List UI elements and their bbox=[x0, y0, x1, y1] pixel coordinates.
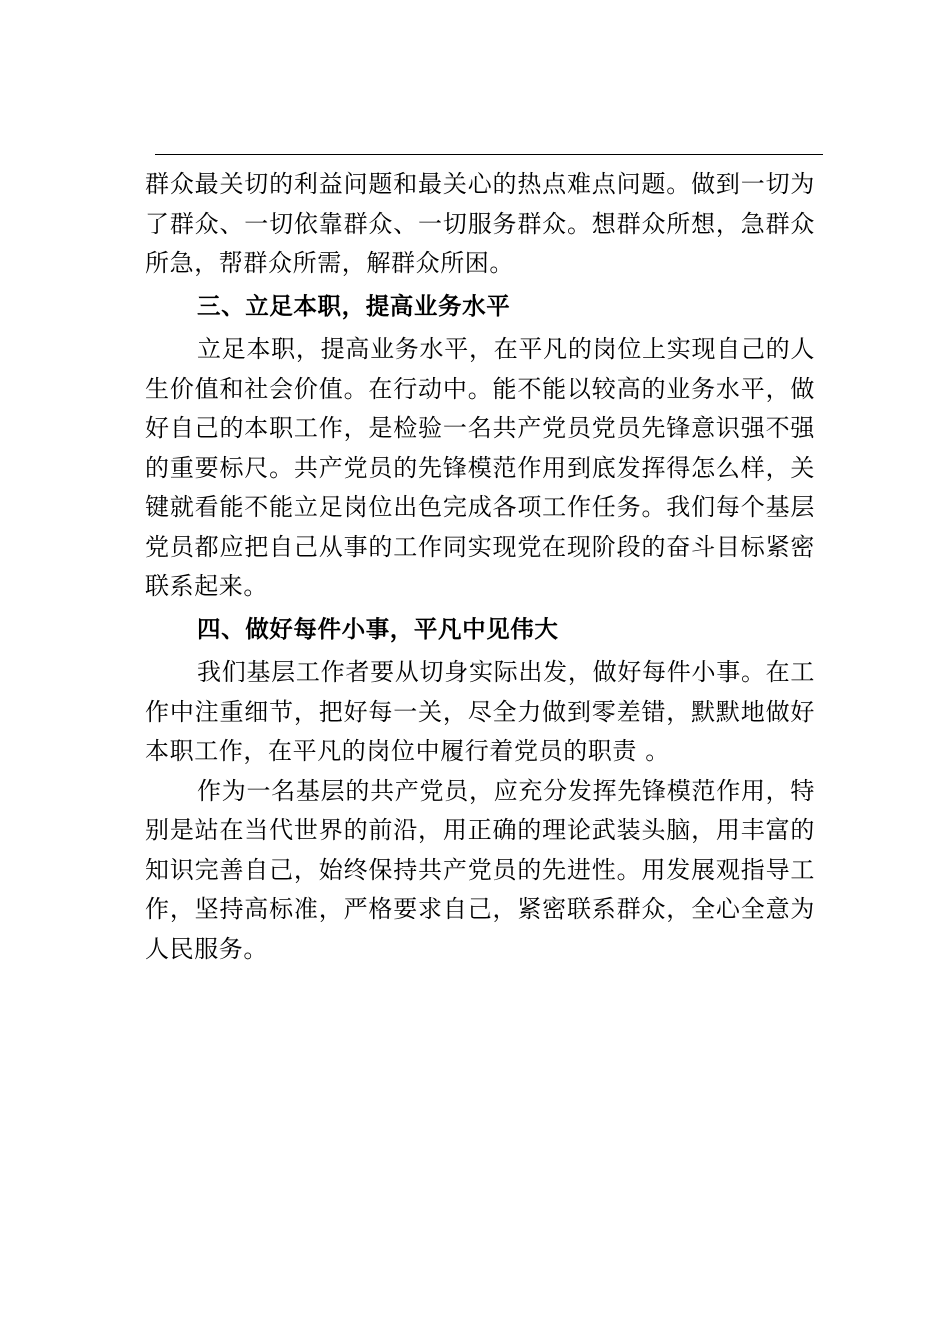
paragraph-section-3: 立足本职，提高业务水平，在平凡的岗位上实现自己的人生价值和社会价值。在行动中。能不能以较高的业务水平，做好自己的本职工作，是检验一名共产党员党员先锋意识强不强的重要标尺。共产党员的先锋模范作用到底发挥得怎么样，关键就看能不能立足岗位出色完成各项工作任务。我们每个基层党员都应把自己从事的工作同实现党在现阶段的奋斗目标紧密联系起来。 bbox=[145, 335, 815, 600]
paragraph-section-4: 我们基层工作者要从切身实际出发，做好每件小事。在工作中注重细节，把好每一关，尽全力做到零差错，默默地做好本职工作，在平凡的岗位中履行着党员的职责 。 bbox=[145, 658, 815, 765]
document-body bbox=[145, 165, 815, 969]
paragraph-conclusion: 作为一名基层的共产党员，应充分发挥先锋模范作用，特别是站在当代世界的前沿，用正确的理论武装头脑，用丰富的知识完善自己，始终保持共产党员的先进性。用发展观指导工作，坚持高标准，严格要求自己，紧密联系群众，全心全意为人民服务。 bbox=[145, 776, 815, 963]
section-heading-4: 四、做好每件小事，平凡中见伟大 bbox=[197, 614, 559, 643]
paragraph-continuation: 群众最关切的利益问题和最关心的热点难点问题。做到一切为了群众、一切依靠群众、一切服务群众。想群众所想，急群众所急，帮群众所需，解群众所困。 bbox=[145, 170, 815, 277]
section-heading-3: 三、立足本职，提高业务水平 bbox=[197, 291, 511, 320]
header-rule bbox=[155, 154, 823, 155]
